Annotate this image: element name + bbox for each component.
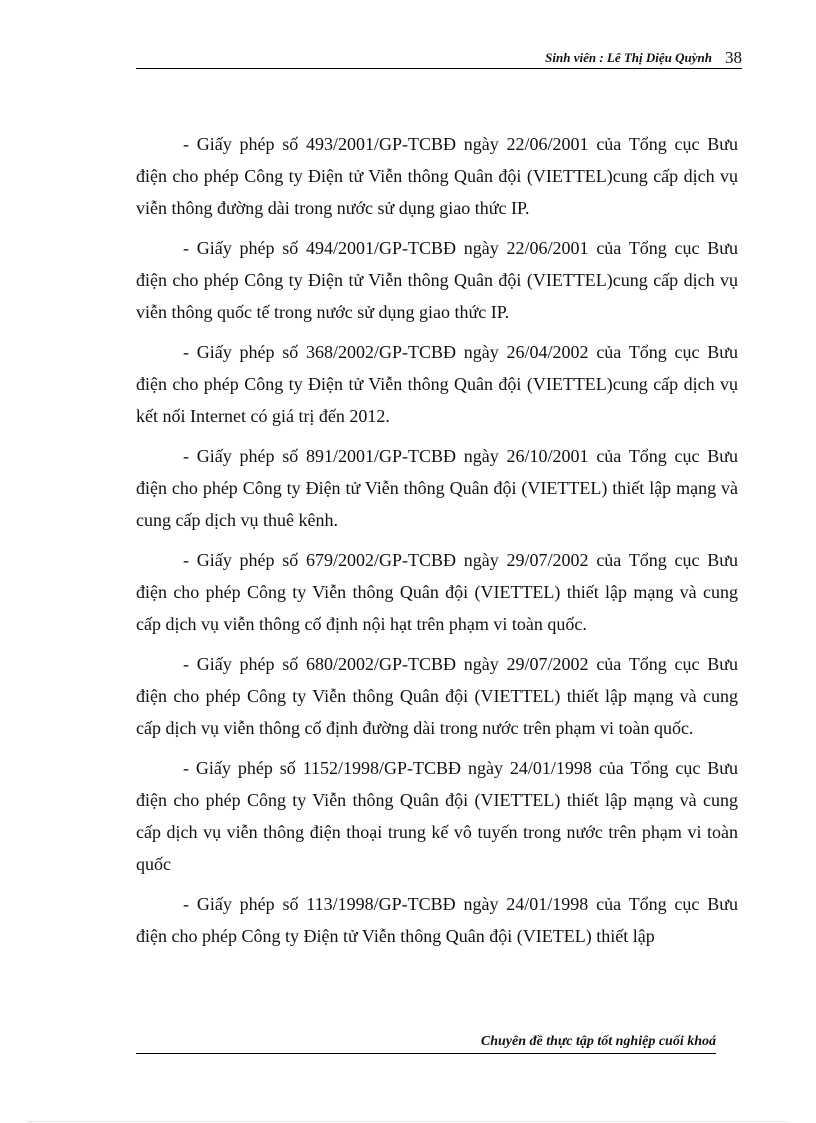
paragraph: - Giấy phép số 891/2001/GP-TCBĐ ngày 26/10/2001 của Tổng cục Bưu điện cho phép Công ty Điện tử Viễn thông Quân đội (VIETTEL) thiết lập mạng và cung cấp dịch vụ thuê kênh.	[136, 446, 738, 530]
document-body	[136, 128, 738, 960]
paragraph: - Giấy phép số 1152/1998/GP-TCBĐ ngày 24/01/1998 của Tổng cục Bưu điện cho phép Công ty Viễn thông Quân đội (VIETTEL) thiết lập mạng và cung cấp dịch vụ viễn thông điện thoại trung kế vô tuyến trong nước trên phạm vi toàn quốc	[136, 758, 738, 874]
page-edge-divider	[28, 1121, 788, 1122]
paragraph: - Giấy phép số 494/2001/GP-TCBĐ ngày 22/06/2001 của Tổng cục Bưu điện cho phép Công ty Điện tử Viễn thông Quân đội (VIETTEL)cung cấp dịch vụ viễn thông quốc tế trong nước sử dụng giao thức IP.	[136, 238, 738, 322]
paragraph: - Giấy phép số 680/2002/GP-TCBĐ ngày 29/07/2002 của Tổng cục Bưu điện cho phép Công ty Viễn thông Quân đội (VIETTEL) thiết lập mạng và cung cấp dịch vụ viễn thông cố định đường dài trong nước trên phạm vi toàn quốc.	[136, 654, 738, 738]
header-student-name: Sinh viên : Lê Thị Diệu Quỳnh	[545, 50, 712, 65]
paragraph: - Giấy phép số 679/2002/GP-TCBĐ ngày 29/07/2002 của Tổng cục Bưu điện cho phép Công ty Viễn thông Quân đội (VIETTEL) thiết lập mạng và cung cấp dịch vụ viễn thông cố định nội hạt trên phạm vi toàn quốc.	[136, 550, 738, 634]
paragraph: - Giấy phép số 493/2001/GP-TCBĐ ngày 22/06/2001 của Tổng cục Bưu điện cho phép Công ty Điện tử Viễn thông Quân đội (VIETTEL)cung cấp dịch vụ viễn thông đường dài trong nước sử dụng giao thức IP.	[136, 134, 738, 218]
paragraph: - Giấy phép số 368/2002/GP-TCBĐ ngày 26/04/2002 của Tổng cục Bưu điện cho phép Công ty Điện tử Viễn thông Quân đội (VIETTEL)cung cấp dịch vụ kết nối Internet có giá trị đến 2012.	[136, 342, 738, 426]
page-number: 38	[725, 48, 742, 67]
page-header	[136, 48, 742, 69]
paragraph: - Giấy phép số 113/1998/GP-TCBĐ ngày 24/01/1998 của Tổng cục Bưu điện cho phép Công ty Điện tử Viễn thông Quân đội (VIETEL) thiết lập	[136, 894, 738, 946]
footer-title: Chuyên đề thực tập tốt nghiệp cuối khoá	[480, 1034, 716, 1049]
page-footer	[136, 1034, 716, 1054]
